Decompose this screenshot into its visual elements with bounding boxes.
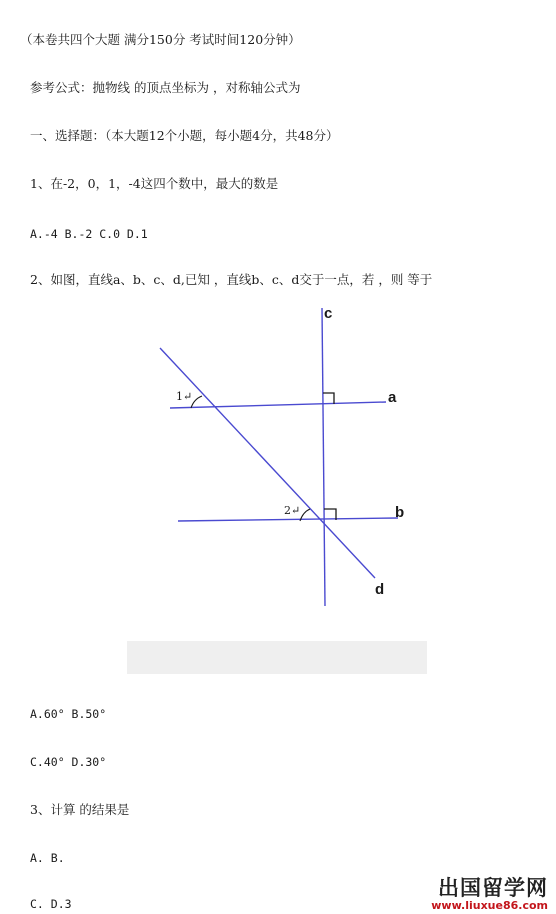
watermark-url: www.liuxue86.com xyxy=(431,899,548,912)
watermark-title: 出国留学网 xyxy=(438,876,548,900)
exam-header: （本卷共四个大题 满分150分 考试时间120分钟） xyxy=(20,32,301,47)
section-title: 一、选择题：（本大题12个小题，每小题4分，共48分） xyxy=(30,128,339,143)
question-3-stem: 3、计算 的结果是 xyxy=(30,802,130,817)
question-3-options-cd: C. D.3 xyxy=(30,897,72,911)
label-d: d xyxy=(375,581,385,598)
question-1-options: A.-4 B.-2 C.0 D.1 xyxy=(30,227,148,241)
question-2-stem: 2、如图，直线a、b、c、d,已知 ，直线b、c、d交于一点，若 ，则 等于 xyxy=(30,272,433,287)
question-1-stem: 1、在-2，0，1，-4这四个数中，最大的数是 xyxy=(30,176,279,191)
label-angle-1: 1↵ xyxy=(176,390,193,403)
label-c: c xyxy=(324,305,333,322)
site-watermark xyxy=(431,876,548,912)
label-angle-2: 2↵ xyxy=(284,504,301,517)
geometry-figure xyxy=(150,298,435,610)
question-3-options-ab: A. B. xyxy=(30,851,65,865)
question-2-options-ab: A.60° B.50° xyxy=(30,707,107,721)
label-b: b xyxy=(395,504,405,521)
placeholder-box xyxy=(127,641,427,674)
reference-formula: 参考公式：抛物线 的顶点坐标为 ，对称轴公式为 xyxy=(30,80,301,95)
question-2-options-cd: C.40° D.30° xyxy=(30,755,107,769)
label-a: a xyxy=(388,389,397,406)
